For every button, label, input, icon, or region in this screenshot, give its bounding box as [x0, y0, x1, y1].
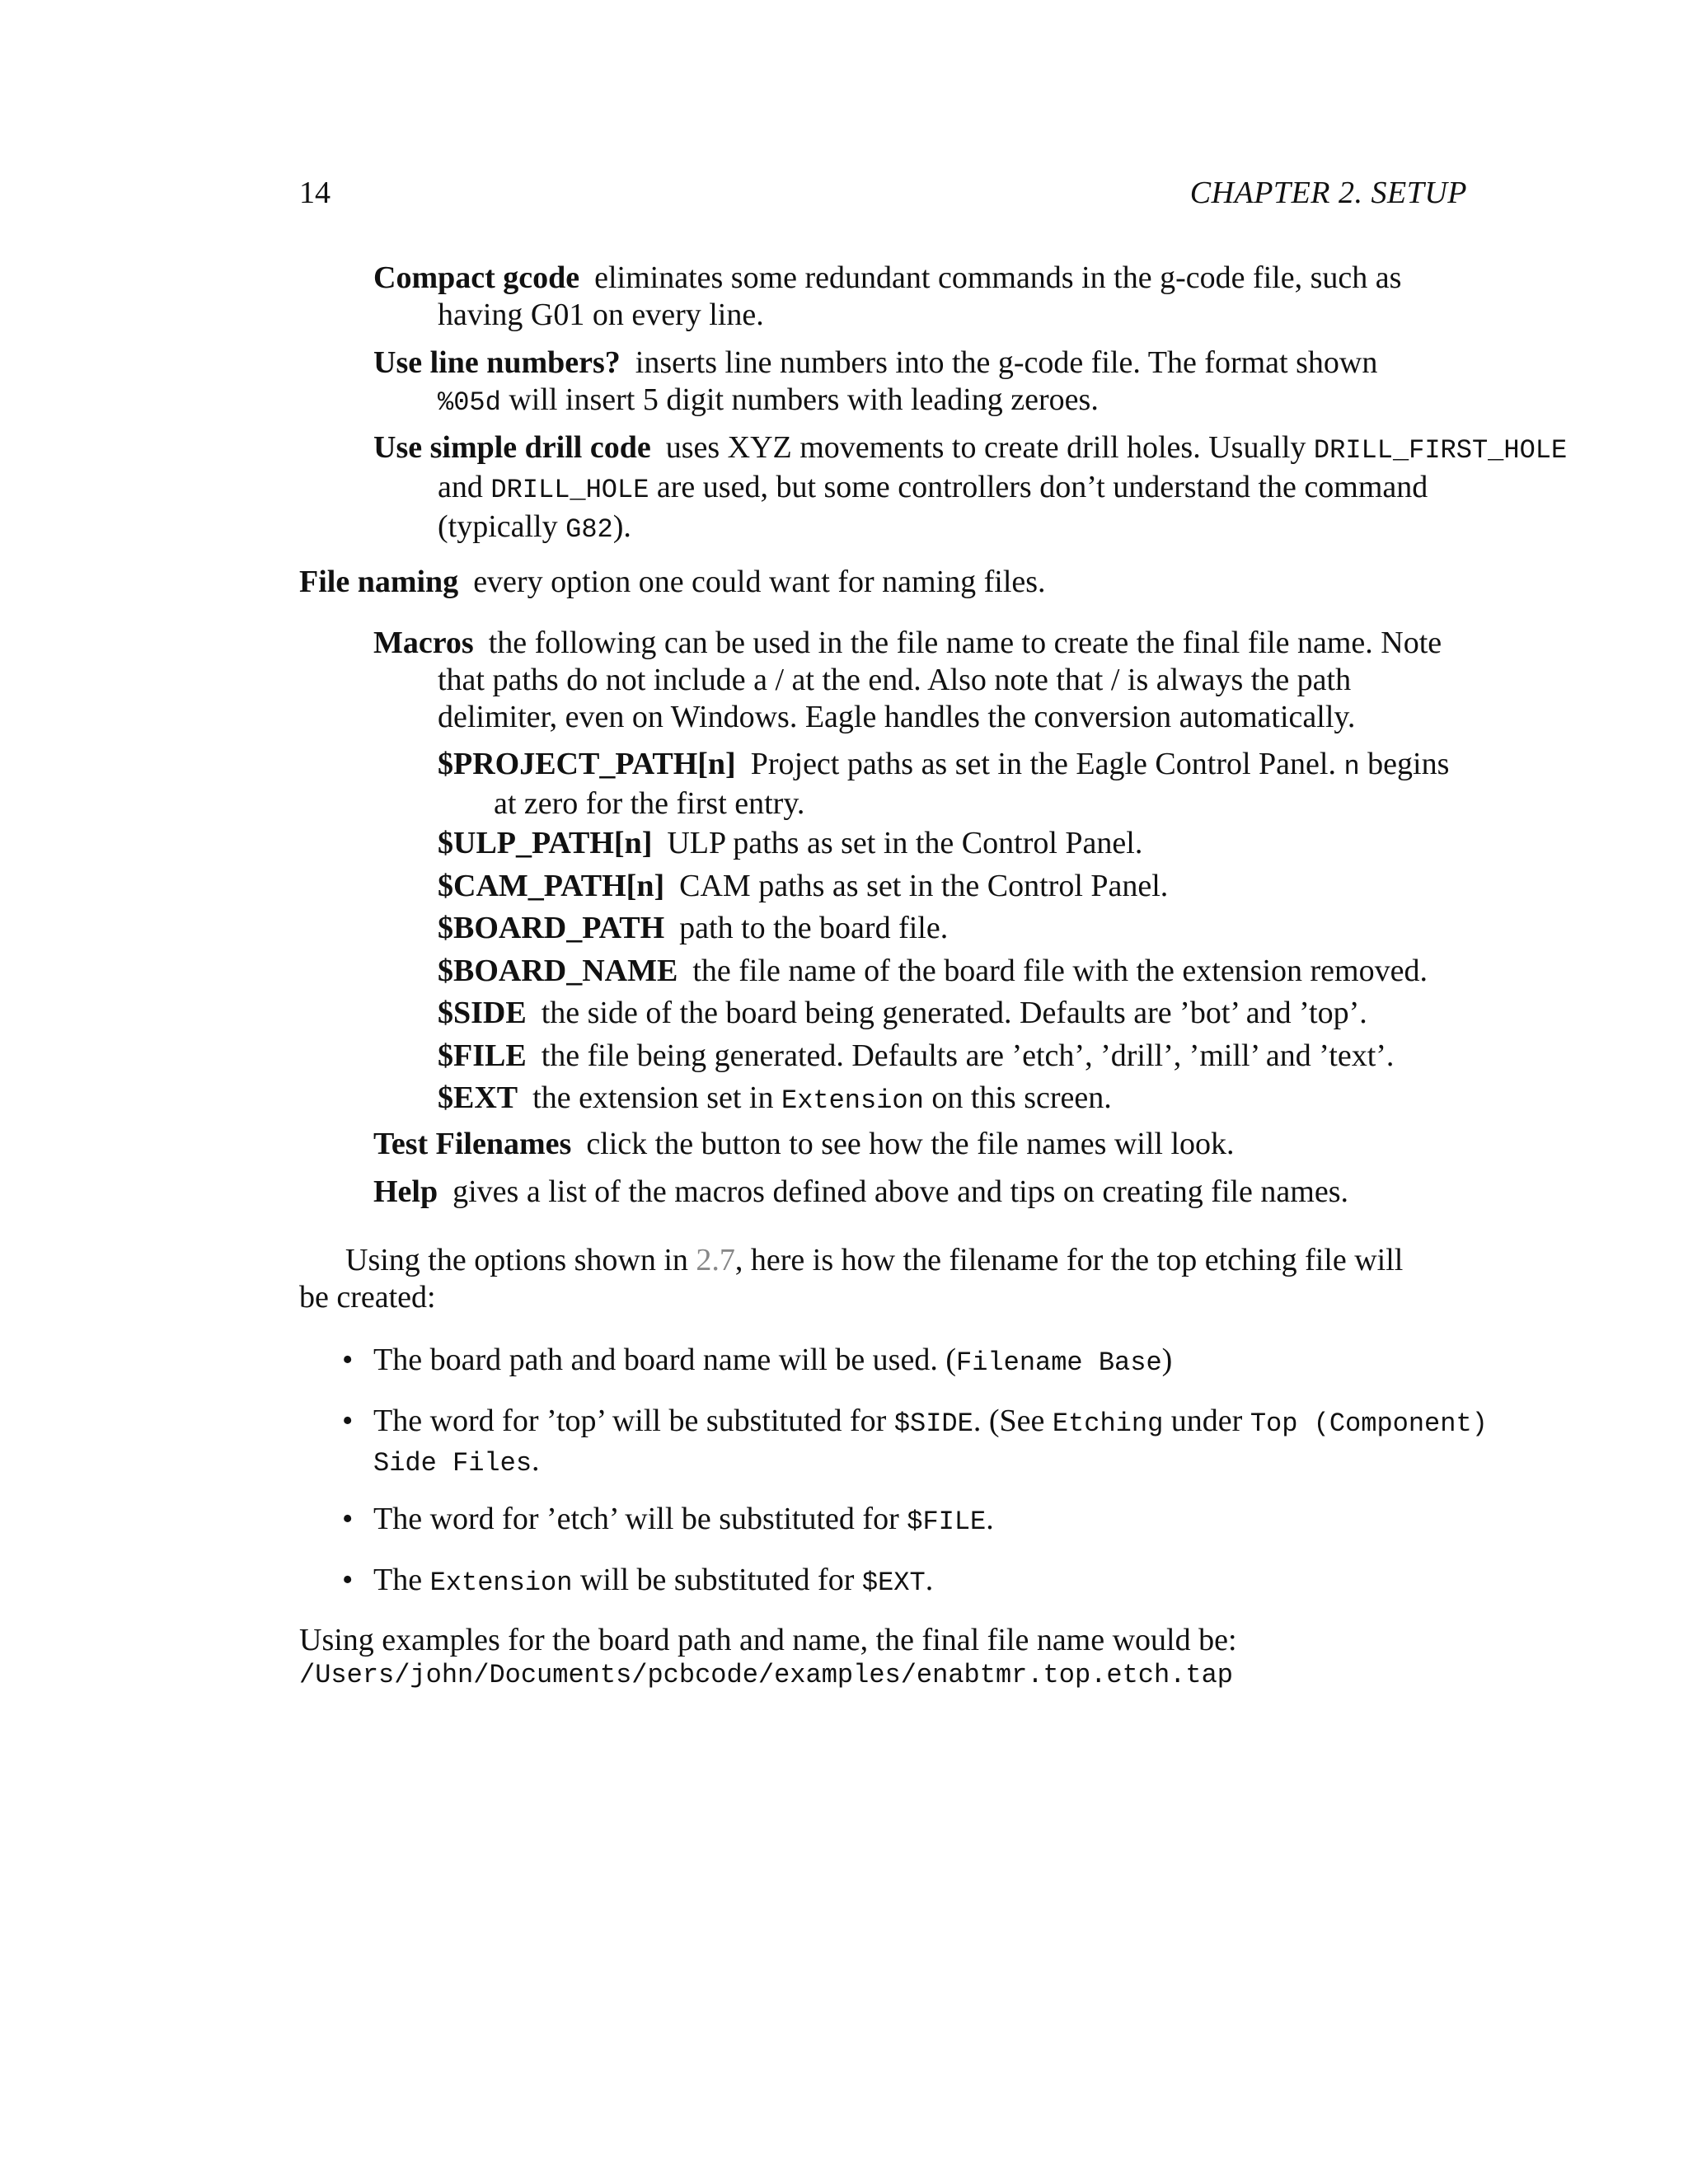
running-head: CHAPTER 2. SETUP	[1189, 176, 1467, 210]
item-text: .	[532, 1443, 540, 1478]
desc-line: the side of the board being generated. Defaults are ’bot’ and ’top’.	[541, 996, 1367, 1030]
item-text: The	[373, 1563, 430, 1597]
item-text: .	[986, 1502, 994, 1536]
final-paragraph	[299, 1622, 1237, 1692]
desc-line: and	[438, 470, 491, 504]
desc-line: the following can be used in the file name to create the final file name. Note	[488, 626, 1442, 660]
desc-line: CAM paths as set in the Control Panel.	[679, 869, 1169, 903]
desc-line: eliminates some redundant commands in the g-code file, such as	[594, 260, 1402, 295]
desc-line: path to the board file.	[679, 911, 949, 945]
macro-ulp-path	[438, 825, 1142, 862]
desc-line: ).	[612, 509, 631, 544]
option-simple-drill	[373, 429, 1567, 548]
para-text: Using the options shown in	[345, 1243, 696, 1277]
bullet-icon: •	[342, 1502, 354, 1536]
term-test-filenames: Test Filenames	[373, 1127, 572, 1161]
macro-file	[438, 1038, 1394, 1075]
term-side: $SIDE	[438, 996, 527, 1030]
option-line-numbers	[373, 344, 1377, 421]
list-item	[342, 1562, 934, 1601]
code-top-component: Top (Component)	[1250, 1408, 1488, 1439]
desc-line: uses XYZ movements to create drill holes. Usually	[665, 430, 1314, 465]
option-macros	[373, 625, 1442, 736]
term-file: $FILE	[438, 1038, 527, 1073]
term-help: Help	[373, 1174, 438, 1209]
desc-line: begins	[1359, 747, 1450, 781]
code-ext: $EXT	[861, 1568, 926, 1598]
term-macros: Macros	[373, 626, 474, 660]
desc-line: Project paths as set in the Eagle Control Panel.	[750, 747, 1344, 781]
code-side-files: Side Files	[373, 1448, 532, 1479]
final-file-path: /Users/john/Documents/pcbcode/examples/enabtmr.top.etch.tap	[299, 1660, 1233, 1690]
code-filename-base: Filename Base	[956, 1347, 1162, 1378]
macro-project-path	[438, 746, 1449, 823]
figure-reference-link[interactable]: 2.7	[696, 1243, 735, 1277]
option-compact-gcode	[373, 260, 1401, 334]
bullet-icon: •	[342, 1343, 354, 1377]
body-paragraph	[299, 1242, 1403, 1316]
desc-line: having G01 on every line.	[438, 298, 764, 332]
item-text: The word for ’top’ will be substituted for	[373, 1404, 894, 1438]
para-text: , here is how the filename for the top etching file will	[734, 1243, 1404, 1277]
para-text: Using examples for the board path and name, the final file name would be:	[299, 1623, 1237, 1657]
desc-line: inserts line numbers into the g-code file. The format shown	[635, 345, 1378, 380]
bullet-icon: •	[342, 1404, 354, 1438]
page-number: 14	[299, 176, 331, 210]
code-extension: Extension	[781, 1085, 924, 1116]
macro-board-path	[438, 910, 948, 947]
code-etching: Etching	[1052, 1408, 1164, 1439]
item-text: .	[925, 1563, 934, 1597]
macro-ext	[438, 1080, 1112, 1119]
option-file-naming	[299, 564, 1046, 601]
term-project-path: $PROJECT_PATH[n]	[438, 747, 736, 781]
desc-line: on this screen.	[923, 1080, 1112, 1115]
desc-line: delimiter, even on Windows. Eagle handles the conversion automatically.	[438, 700, 1356, 734]
item-text: )	[1161, 1343, 1173, 1377]
code-n: n	[1343, 752, 1360, 782]
desc-line: ULP paths as set in the Control Panel.	[667, 826, 1143, 860]
desc-line: that paths do not include a / at the end. Also note that / is always the path	[438, 663, 1352, 697]
item-text: under	[1163, 1404, 1250, 1438]
desc-line: will insert 5 digit numbers with leading zeroes.	[500, 382, 1099, 417]
list-item	[342, 1342, 1173, 1381]
code-drill-first-hole: DRILL_FIRST_HOLE	[1313, 435, 1568, 466]
macro-cam-path	[438, 868, 1168, 905]
list-item	[342, 1501, 994, 1540]
item-text: The word for ’etch’ will be substituted for	[373, 1502, 907, 1536]
term-cam-path: $CAM_PATH[n]	[438, 869, 665, 903]
item-text: The board path and board name will be used. (	[373, 1343, 956, 1377]
option-test-filenames	[373, 1126, 1235, 1163]
item-text: will be substituted for	[572, 1563, 862, 1597]
desc-line: the extension set in	[532, 1080, 781, 1115]
code-g82: G82	[565, 514, 613, 545]
term-ulp-path: $ULP_PATH[n]	[438, 826, 653, 860]
para-text: be created:	[299, 1280, 436, 1315]
list-item	[342, 1403, 1488, 1482]
code-side: $SIDE	[893, 1408, 973, 1439]
term-ext: $EXT	[438, 1080, 518, 1115]
macro-board-name	[438, 953, 1428, 990]
bullet-icon: •	[342, 1563, 354, 1597]
desc-line: are used, but some controllers don’t understand the command	[649, 470, 1428, 504]
desc-line: gives a list of the macros defined above and tips on creating file names.	[452, 1174, 1349, 1209]
term-simple-drill: Use simple drill code	[373, 430, 651, 465]
desc-line: the file being generated. Defaults are ’etch’, ’drill’, ’mill’ and ’text’.	[541, 1038, 1395, 1073]
code-format: %05d	[438, 387, 501, 418]
desc-line: every option one could want for naming files.	[473, 565, 1046, 599]
term-board-name: $BOARD_NAME	[438, 954, 678, 988]
term-file-naming: File naming	[299, 565, 459, 599]
desc-line: (typically	[438, 509, 566, 544]
desc-line: at zero for the first entry.	[494, 786, 805, 821]
desc-line: the file name of the board file with the extension removed.	[692, 954, 1428, 988]
code-extension: Extension	[429, 1568, 573, 1598]
option-help	[373, 1174, 1348, 1211]
item-text: . (See	[973, 1404, 1053, 1438]
code-drill-hole: DRILL_HOLE	[490, 475, 649, 505]
code-file: $FILE	[907, 1507, 987, 1537]
desc-line: click the button to see how the file names will look.	[586, 1127, 1235, 1161]
term-line-numbers: Use line numbers?	[373, 345, 621, 380]
term-board-path: $BOARD_PATH	[438, 911, 665, 945]
macro-side	[438, 995, 1367, 1032]
term-compact-gcode: Compact gcode	[373, 260, 580, 295]
